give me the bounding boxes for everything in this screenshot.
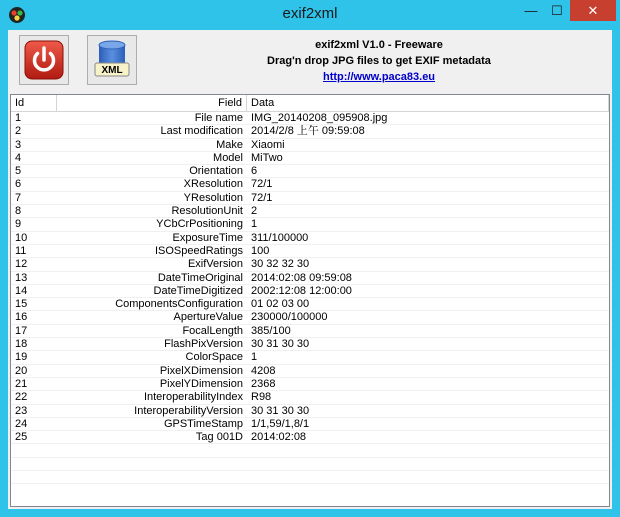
- row-id-cell: 23: [15, 404, 28, 417]
- row-field-cell: ApertureValue: [173, 311, 243, 324]
- row-data-cell: 1: [251, 218, 258, 231]
- table-row[interactable]: [11, 298, 609, 311]
- row-id-cell: 17: [15, 324, 28, 337]
- row-id-cell: 7: [15, 191, 22, 204]
- row-id-cell: 8: [15, 205, 22, 218]
- row-field-cell: FocalLength: [182, 324, 243, 337]
- table-row[interactable]: [11, 152, 609, 165]
- title-bar: [0, 0, 620, 30]
- table-row[interactable]: [11, 178, 609, 191]
- table-row[interactable]: [11, 112, 609, 125]
- row-data-cell: MiTwo: [251, 151, 283, 164]
- table-row[interactable]: [11, 218, 609, 231]
- quit-button[interactable]: [19, 35, 69, 85]
- row-data-cell: 2014/2/8 上午 09:59:08: [251, 125, 365, 138]
- row-field-cell: InteroperabilityIndex: [143, 391, 243, 404]
- row-id-cell: 20: [15, 364, 28, 377]
- row-field-cell: ColorSpace: [185, 351, 243, 364]
- row-data-cell: IMG_20140208_095908.jpg: [251, 112, 388, 124]
- row-field-cell: DateTimeDigitized: [153, 284, 243, 297]
- row-data-cell: 311/100000: [251, 231, 309, 244]
- minimize-button[interactable]: —: [524, 3, 538, 18]
- table-row[interactable]: [11, 311, 609, 324]
- toolbar: [8, 30, 612, 92]
- table-row[interactable]: [11, 378, 609, 391]
- row-id-cell: 13: [15, 271, 28, 284]
- row-field-cell: FlashPixVersion: [164, 338, 243, 351]
- table-row[interactable]: [11, 205, 609, 218]
- table-row[interactable]: [11, 258, 609, 271]
- row-id-cell: 1: [15, 112, 22, 124]
- row-field-cell: PixelXDimension: [159, 364, 243, 377]
- table-row[interactable]: [11, 139, 609, 152]
- row-id-cell: 19: [15, 351, 28, 364]
- table-row[interactable]: [11, 418, 609, 431]
- row-data-cell: 2014:02:08: [251, 431, 307, 444]
- row-field-cell: Make: [216, 138, 243, 151]
- row-data-cell: 2: [251, 205, 258, 218]
- row-id-cell: 14: [15, 284, 28, 297]
- row-data-cell: 1: [251, 351, 258, 364]
- column-header-id[interactable]: Id: [11, 95, 57, 112]
- row-id-cell: 22: [15, 391, 28, 404]
- row-data-cell: R98: [251, 391, 272, 404]
- row-id-cell: 3: [15, 138, 22, 151]
- row-field-cell: YCbCrPositioning: [156, 218, 243, 231]
- table-row[interactable]: [11, 285, 609, 298]
- row-field-cell: GPSTimeStamp: [163, 417, 243, 430]
- row-data-cell: 100: [251, 244, 270, 257]
- row-field-cell: ISOSpeedRatings: [154, 244, 243, 257]
- row-field-cell: PixelYDimension: [159, 377, 243, 390]
- row-field-cell: Orientation: [189, 165, 243, 178]
- row-id-cell: 9: [15, 218, 22, 231]
- table-row[interactable]: [11, 232, 609, 245]
- table-row[interactable]: [11, 405, 609, 418]
- table-row[interactable]: [11, 272, 609, 285]
- table-row[interactable]: [11, 325, 609, 338]
- xml-database-icon: [91, 39, 133, 81]
- xml-icon-label: XML: [101, 65, 123, 76]
- row-id-cell: 16: [15, 311, 28, 324]
- row-id-cell: 18: [15, 338, 28, 351]
- exif-list[interactable]: [10, 94, 610, 507]
- power-icon: [24, 40, 64, 80]
- app-name-version: exif2xml V1.0 - Freeware: [315, 39, 443, 51]
- app-instructions: Drag'n drop JPG files to get EXIF metadata: [267, 55, 491, 67]
- row-field-cell: InteroperabilityVersion: [134, 404, 243, 417]
- row-id-cell: 12: [15, 258, 28, 271]
- table-row[interactable]: [11, 125, 609, 138]
- empty-row: [11, 458, 609, 471]
- row-field-cell: YResolution: [183, 191, 243, 204]
- row-field-cell: Model: [213, 151, 243, 164]
- row-id-cell: 6: [15, 178, 22, 191]
- row-data-cell: 1/1,59/1,8/1: [251, 417, 310, 430]
- list-body: [11, 112, 609, 484]
- row-id-cell: 24: [15, 417, 28, 430]
- empty-row: [11, 471, 609, 484]
- row-field-cell: ResolutionUnit: [171, 205, 243, 218]
- row-id-cell: 11: [15, 244, 27, 257]
- client-area: [8, 30, 612, 509]
- row-data-cell: 30 31 30 30: [251, 338, 310, 351]
- row-id-cell: 5: [15, 165, 22, 178]
- export-xml-button[interactable]: [87, 35, 137, 85]
- row-data-cell: 2014:02:08 09:59:08: [251, 271, 352, 284]
- column-header-field[interactable]: Field: [57, 95, 247, 112]
- column-header-data[interactable]: Data: [247, 95, 609, 112]
- table-row[interactable]: [11, 165, 609, 178]
- row-data-cell: 230000/100000: [251, 311, 328, 324]
- app-info: [158, 37, 600, 85]
- table-row[interactable]: [11, 192, 609, 205]
- table-row[interactable]: [11, 245, 609, 258]
- table-row[interactable]: [11, 365, 609, 378]
- table-row[interactable]: [11, 391, 609, 404]
- row-data-cell: 01 02 03 00: [251, 298, 310, 311]
- row-id-cell: 25: [15, 431, 28, 444]
- row-field-cell: ExifVersion: [187, 258, 243, 271]
- row-data-cell: 2002:12:08 12:00:00: [251, 284, 352, 297]
- row-data-cell: Xiaomi: [251, 138, 285, 151]
- row-data-cell: 4208: [251, 364, 276, 377]
- row-id-cell: 21: [15, 377, 28, 390]
- row-id-cell: 10: [15, 231, 28, 244]
- row-field-cell: XResolution: [183, 178, 243, 191]
- row-id-cell: 15: [15, 298, 28, 311]
- table-row[interactable]: [11, 338, 609, 351]
- table-row[interactable]: [11, 351, 609, 364]
- window-title: exif2xml: [282, 5, 338, 22]
- row-field-cell: ComponentsConfiguration: [115, 298, 243, 311]
- row-data-cell: 6: [251, 165, 258, 178]
- row-id-cell: 2: [15, 125, 22, 138]
- row-data-cell: 30 32 32 30: [251, 258, 310, 271]
- row-field-cell: Tag 001D: [195, 431, 243, 444]
- row-field-cell: File name: [194, 112, 243, 124]
- website-link[interactable]: http://www.paca83.eu: [322, 71, 436, 83]
- row-id-cell: 4: [15, 151, 22, 164]
- row-data-cell: 385/100: [251, 324, 291, 337]
- row-field-cell: Last modification: [160, 125, 243, 138]
- row-field-cell: DateTimeOriginal: [157, 271, 243, 284]
- row-field-cell: ExposureTime: [172, 231, 243, 244]
- close-button[interactable]: ✕: [570, 0, 616, 21]
- list-header: [11, 95, 609, 112]
- row-data-cell: 30 31 30 30: [251, 404, 310, 417]
- row-data-cell: 72/1: [251, 178, 273, 191]
- maximize-button[interactable]: ☐: [551, 2, 563, 18]
- row-data-cell: 2368: [251, 377, 276, 390]
- empty-row: [11, 444, 609, 457]
- table-row[interactable]: [11, 431, 609, 444]
- row-data-cell: 72/1: [251, 191, 273, 204]
